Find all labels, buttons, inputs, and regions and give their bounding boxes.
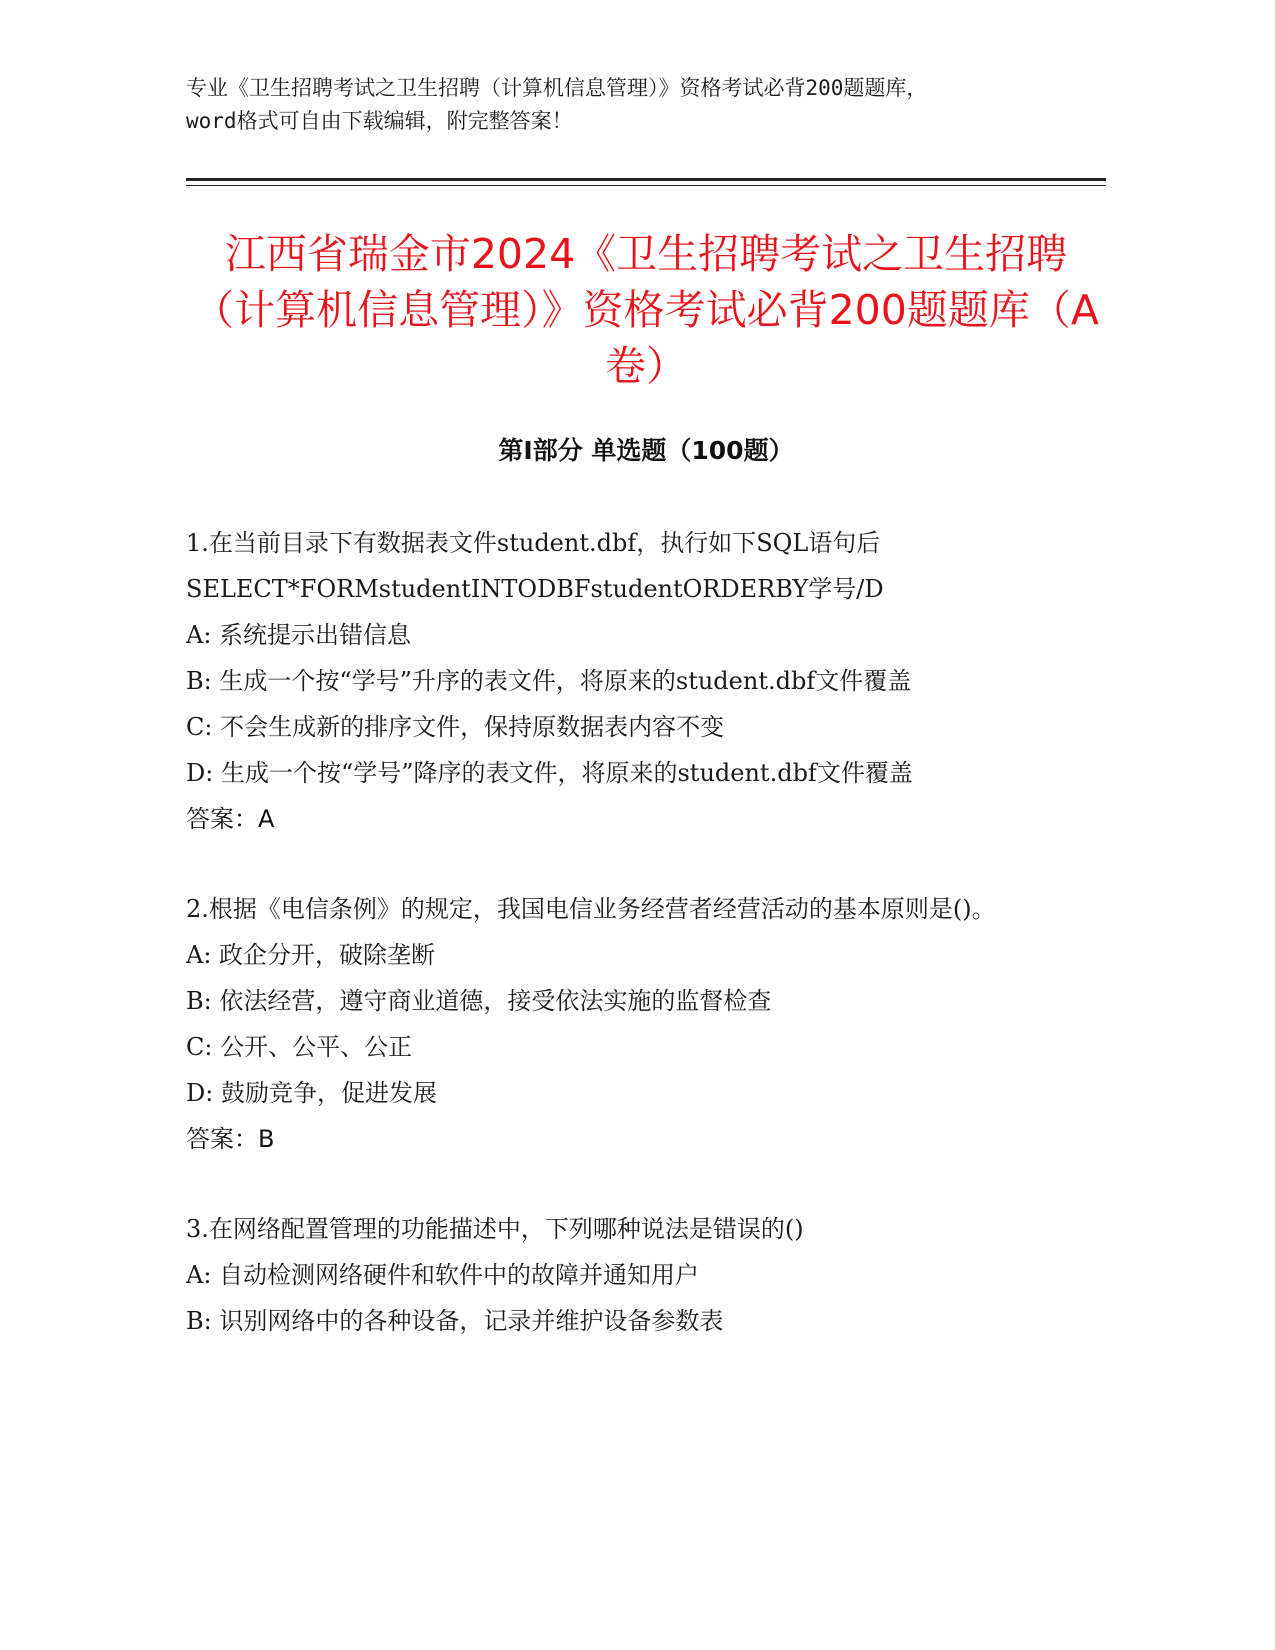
option-a: A: 系统提示出错信息 xyxy=(186,621,412,649)
option-a: A: 自动检测网络硬件和软件中的故障并通知用户 xyxy=(186,1261,700,1289)
header-divider-thin xyxy=(186,185,1106,186)
question-stem-continued: SELECT*FORMstudentINTODBFstudentORDERBY学号/D xyxy=(186,575,884,603)
intro-line-2: word格式可自由下载编辑，附完整答案！ xyxy=(186,109,573,133)
header-divider-thick xyxy=(186,178,1106,181)
intro-text xyxy=(186,72,1106,138)
question-list xyxy=(186,520,1106,1388)
question-1 xyxy=(186,520,1106,842)
option-c: C: 公开、公平、公正 xyxy=(186,1033,413,1061)
intro-line-1: 专业《卫生招聘考试之卫生招聘（计算机信息管理）》资格考试必背200题题库， xyxy=(186,76,928,100)
option-d: D: 鼓励竞争，促进发展 xyxy=(186,1079,437,1107)
answer-label: 答案：B xyxy=(186,1125,275,1153)
question-stem: 2.根据《电信条例》的规定，我国电信业务经营者经营活动的基本原则是()。 xyxy=(186,895,996,923)
option-c: C: 不会生成新的排序文件，保持原数据表内容不变 xyxy=(186,713,725,741)
option-b: B: 依法经营，遵守商业道德，接受依法实施的监督检查 xyxy=(186,987,772,1015)
option-b: B: 识别网络中的各种设备，记录并维护设备参数表 xyxy=(186,1307,724,1335)
option-d: D: 生成一个按“学号”降序的表文件，将原来的student.dbf文件覆盖 xyxy=(186,759,913,787)
question-stem: 1.在当前目录下有数据表文件student.dbf，执行如下SQL语句后 xyxy=(186,529,881,557)
option-a: A: 政企分开，破除垄断 xyxy=(186,941,436,969)
option-b: B: 生成一个按“学号”升序的表文件，将原来的student.dbf文件覆盖 xyxy=(186,667,912,695)
question-2 xyxy=(186,886,1106,1162)
answer-label: 答案：A xyxy=(186,805,275,833)
question-3 xyxy=(186,1206,1106,1344)
section-heading: 第I部分 单选题（100题） xyxy=(498,436,794,465)
question-stem: 3.在网络配置管理的功能描述中，下列哪种说法是错误的() xyxy=(186,1215,804,1243)
document-title: 江西省瑞金市2024《卫生招聘考试之卫生招聘（计算机信息管理）》资格考试必背200题题库（A卷） xyxy=(193,230,1099,390)
